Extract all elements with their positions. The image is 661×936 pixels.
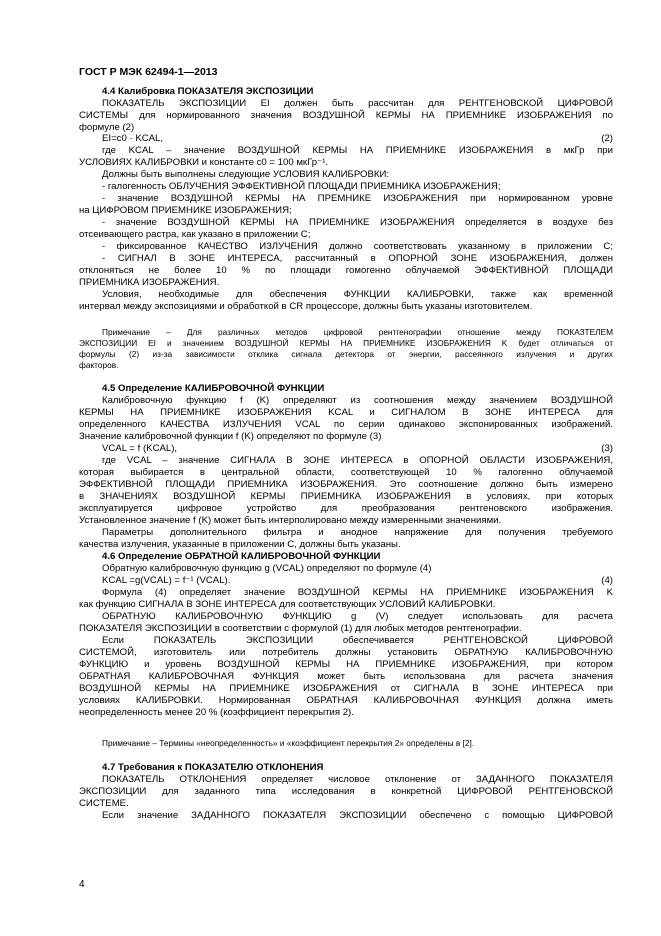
text-line	[79, 193, 613, 204]
text-line	[79, 798, 613, 809]
line-text: неопределенность менее 20 % (коэффициент перекрытия 2).	[79, 707, 354, 718]
line-text: СИСТЕМЕ.	[79, 798, 129, 809]
line-text: СИСТЕМОЙ, изготовитель или потребитель должны установить ОБРАТНУЮ КАЛИБРОВОЧНУЮ	[79, 647, 613, 658]
line-text: эксплуатируется цифровое устройство для преобразования рентгеновского изображения.	[79, 503, 613, 514]
line-text: Установленное значение f (K) может быть интерполировано между измеренными значениями.	[79, 515, 502, 526]
line-text: KCAL =g(VCAL) = f⁻¹ (VCAL).	[102, 575, 231, 586]
text-line	[79, 253, 613, 264]
line-text: - значение ВОЗДУШНОЙ КЕРМЫ НА ПРЕМНИКЕ ИЗОБРАЖЕНИЯ при нормированном уровне	[102, 193, 613, 204]
line-text: Параметры дополнительного фильтра и анодное напряжение для получения требуемого	[102, 527, 613, 538]
text-line	[79, 277, 613, 288]
line-text: ВОЗДУШНОЙ КЕРМЫ НА ПРИЕМНИКЕ ИЗОБРАЖЕНИЯ от СИГНАЛА В ЗОНЕ ИНТЕРЕСА при	[79, 683, 613, 694]
text-line	[79, 503, 613, 514]
text-line	[79, 169, 613, 180]
line-text: ПОКАЗАТЕЛЯ ЭКСПОЗИЦИИ в соответствии с формулой (1) для любых методов рентгенографии.	[79, 623, 522, 634]
text-line	[79, 289, 613, 300]
line-text: отклоняться не более 10 % по площади гомогенно облучаемой ЭФФЕКТИВНОЙ ПЛОЩАДИ	[79, 265, 613, 276]
line-text: Должны быть выполнены следующие УСЛОВИЯ КАЛИБРОВКИ:	[102, 169, 390, 180]
line-text: факторов.	[79, 360, 119, 370]
line-text: Формула (4) определяет значение ВОЗДУШНОЙ КЕРМЫ НА ПРИЕМНИКЕ ИЗОБРАЖЕНИЯ K	[102, 587, 613, 598]
equation-number: (2)	[601, 133, 613, 144]
text-line	[79, 635, 613, 646]
line-text: формулы (2) из-за зависимости отклика сигнала детектора от энергии, рассеянного излучения и других	[79, 349, 613, 359]
text-line	[79, 695, 613, 706]
line-text: КЕРМЫ НА ПРИЕМНИКЕ ИЗОБРАЖЕНИЯ KCAL и СИГНАЛОМ В ЗОНЕ ИНТЕРЕСА для	[79, 407, 613, 418]
document-header: ГОСТ Р МЭК 62494-1—2013	[79, 66, 218, 78]
text-line	[79, 707, 613, 718]
line-text: Условия, необходимые для обеспечения ФУНКЦИИ КАЛИБРОВКИ, также как временной	[102, 289, 613, 300]
text-line	[79, 443, 613, 454]
line-text: которая выбирается в центральной области, соответствующей 10 % галогенно облучаемой	[79, 467, 613, 478]
line-text: ПОКАЗАТЕЛЬ ОТКЛОНЕНИЯ определяет числовое отклонение от ЗАДАННОГО ПОКАЗАТЕЛЯ	[102, 774, 613, 785]
line-text: Если значение ЗАДАННОГО ПОКАЗАТЕЛЯ ЭКСПОЗИЦИИ обеспечено с помощью ЦИФРОВОЙ	[102, 810, 613, 821]
text-line	[79, 551, 613, 562]
text-line	[79, 515, 613, 526]
text-line	[79, 659, 613, 670]
line-text: где KCAL – значение ВОЗДУШНОЙ КЕРМЫ НА ПРИЕМНИКЕ ИЗОБРАЖЕНИЯ в мкГр при	[102, 145, 613, 156]
text-line	[79, 623, 613, 634]
text-line	[79, 810, 613, 821]
line-text: ОБРАТНАЯ КАЛИБРОВОЧНАЯ ФУНКЦИЯ может быть использована для расчета значения	[79, 671, 613, 682]
text-line	[79, 241, 613, 252]
text-line	[79, 587, 613, 598]
text-line	[79, 647, 613, 658]
text-line	[79, 395, 613, 406]
line-text: где VCAL – значение СИГНАЛА В ЗОНЕ ИНТЕРЕСА в ОПОРНОЙ ОБЛАСТИ ИЗОБРАЖЕНИЯ,	[102, 455, 613, 466]
text-line	[79, 786, 613, 797]
line-text: на ЦИФРОВОМ ПРИЕМНИКЕ ИЗОБРАЖЕНИЯ;	[79, 205, 292, 216]
text-line	[79, 181, 613, 192]
text-line	[79, 539, 613, 550]
line-text: ЭКСПОЗИЦИИ EI и значением ВОЗДУШНОЙ КЕРМЫ НА ПРИЕМНИКЕ ИЗОБРАЖЕНИЯ K будет отличаться от	[79, 338, 613, 348]
text-line	[79, 671, 613, 682]
line-text: Значение калибровочной функции f (K) определяют по формуле (3)	[79, 431, 382, 442]
text-line	[79, 229, 613, 240]
text-line	[79, 383, 613, 394]
text-line	[79, 157, 613, 168]
equation-number: (3)	[601, 443, 613, 454]
line-text: 4.4 Калибровка ПОКАЗАТЕЛЯ ЭКСПОЗИЦИИ	[102, 86, 314, 97]
line-text: определенного КАЧЕСТВА ИЗЛУЧЕНИЯ VCAL по серии одинаково экспонированных изображений.	[79, 419, 613, 430]
line-text: ПРИЕМНИКА ИЗОБРАЖЕНИЯ.	[79, 277, 220, 288]
text-line	[79, 479, 613, 490]
text-line	[79, 122, 613, 133]
line-text: ОБРАТНУЮ КАЛИБРОВОЧНУЮ ФУНКЦИЮ g (V) следует использовать для расчета	[102, 611, 613, 622]
text-line	[79, 611, 613, 622]
text-line	[79, 738, 613, 749]
line-text: - фиксированное КАЧЕСТВО ИЗЛУЧЕНИЯ должно соответствовать указанному в приложении С;	[102, 241, 613, 252]
text-line	[79, 110, 613, 121]
line-text: УСЛОВИЯХ КАЛИБРОВКИ и константе с0 = 100 мкГр⁻¹.	[79, 157, 329, 168]
line-text: Если ПОКАЗАТЕЛЬ ЭКСПОЗИЦИИ обеспечивается РЕНТГЕНОВСКОЙ ЦИФРОВОЙ	[102, 635, 613, 646]
line-text: 4.5 Определение КАЛИБРОВОЧНОЙ ФУНКЦИИ	[102, 383, 325, 394]
line-text: условиях КАЛИБРОВКИ. Нормированная ОБРАТНАЯ КАЛИБРОВОЧНАЯ ФУНКЦИЯ должна иметь	[79, 695, 613, 706]
text-line	[79, 407, 613, 418]
line-text: EI=c0 · KCAL,	[102, 133, 164, 144]
text-line	[79, 599, 613, 610]
text-line	[79, 349, 613, 360]
line-text: отсеивающего растра, как указано в приложении С;	[79, 229, 311, 240]
text-line	[79, 360, 613, 371]
line-text: Обратную калибровочную функцию g (VCAL) определяют по формуле (4)	[102, 563, 432, 574]
text-line	[79, 98, 613, 109]
text-line	[79, 338, 613, 349]
line-text: интервал между экспозициями и обработкой в CR процессоре, должны быть указаны изготовителем.	[79, 301, 533, 312]
line-text: - галогенность ОБЛУЧЕНИЯ ЭФФЕКТИВНОЙ ПЛОЩАДИ ПРИЕМНИКА ИЗОБРАЖЕНИЯ;	[102, 181, 501, 192]
text-line	[79, 467, 613, 478]
text-line	[79, 527, 613, 538]
equation-number: (4)	[601, 575, 613, 586]
line-text: как функцию СИГНАЛА В ЗОНЕ ИНТЕРЕСА для соответствующих УСЛОВИЙ КАЛИБРОВКИ.	[79, 599, 496, 610]
line-text: в ЗНАЧЕНИЯХ ВОЗДУШНОЙ КЕРМЫ ПРИЕМНИКА ИЗОБРАЖЕНИЯ в условиях, при которых	[79, 491, 613, 502]
line-text: ФУНКЦИЮ и уровень ВОЗДУШНОЙ КЕРМЫ НА ПРИЕМНИКЕ ИЗОБРАЖЕНИЯ, при котором	[79, 659, 613, 670]
text-line	[79, 762, 613, 773]
line-text: ЭФФЕКТИВНОЙ ПЛОЩАДИ ПРИЕМНИКА ИЗОБРАЖЕНИЯ. Это соотношение должно быть измерено	[79, 479, 613, 490]
text-line	[79, 455, 613, 466]
line-text: 4.7 Требования к ПОКАЗАТЕЛЮ ОТКЛОНЕНИЯ	[102, 762, 324, 773]
line-text: СИСТЕМЫ для нормированного значения ВОЗДУШНОЙ КЕРМЫ НА ПРИЕМНИКЕ ИЗОБРАЖЕНИЯ по	[79, 110, 613, 121]
text-line	[79, 774, 613, 785]
line-text: ЭКСПОЗИЦИИ для заданного типа исследования в конкретной ЦИФРОВОЙ РЕНТГЕНОВСКОЙ	[79, 786, 613, 797]
line-text: формуле (2)	[79, 122, 135, 133]
text-line	[79, 563, 613, 574]
text-line	[79, 86, 613, 97]
text-line	[79, 431, 613, 442]
text-line	[79, 145, 613, 156]
text-line	[79, 491, 613, 502]
text-line	[79, 265, 613, 276]
text-line	[79, 133, 613, 144]
line-text: Примечание – Термины «неопределенность» и «коэффициент перекрытия 2» определены в [2].	[102, 738, 475, 748]
text-line	[79, 575, 613, 586]
text-line	[79, 217, 613, 228]
line-text: Примечание – Для различных методов цифровой рентгенографии отношение между ПОКАЗТЕЛЕМ	[102, 327, 613, 337]
text-line	[79, 419, 613, 430]
page-number: 4	[79, 879, 85, 890]
line-text: Калибровочную функцию f (K) определяют из соотношения между значением ВОЗДУШНОЙ	[102, 395, 613, 406]
line-text: VCAL = f (KCAL),	[102, 443, 178, 454]
text-line	[79, 205, 613, 216]
line-text: ПОКАЗАТЕЛЬ ЭКСПОЗИЦИИ EI должен быть рассчитан для РЕНТГЕНОВСКОЙ ЦИФРОВОЙ	[102, 98, 613, 109]
text-line	[79, 327, 613, 338]
text-line	[79, 683, 613, 694]
line-text: - СИГНАЛ В ЗОНЕ ИНТЕРЕСА, рассчитанный в ОПОРНОЙ ЗОНЕ ИЗОБРАЖЕНИЯ, должен	[102, 253, 613, 264]
text-line	[79, 301, 613, 312]
line-text: качества излучения, указанные в приложении С, должны быть указаны.	[79, 539, 401, 550]
line-text: - значение ВОЗДУШНОЙ КЕРМЫ НА ПРИЕМНИКЕ ИЗОБРАЖЕНИЯ определяется в воздухе без	[102, 217, 613, 228]
line-text: 4.6 Определение ОБРАТНОЙ КАЛИБРОВОЧНОЙ ФУНКЦИИ	[102, 551, 381, 562]
